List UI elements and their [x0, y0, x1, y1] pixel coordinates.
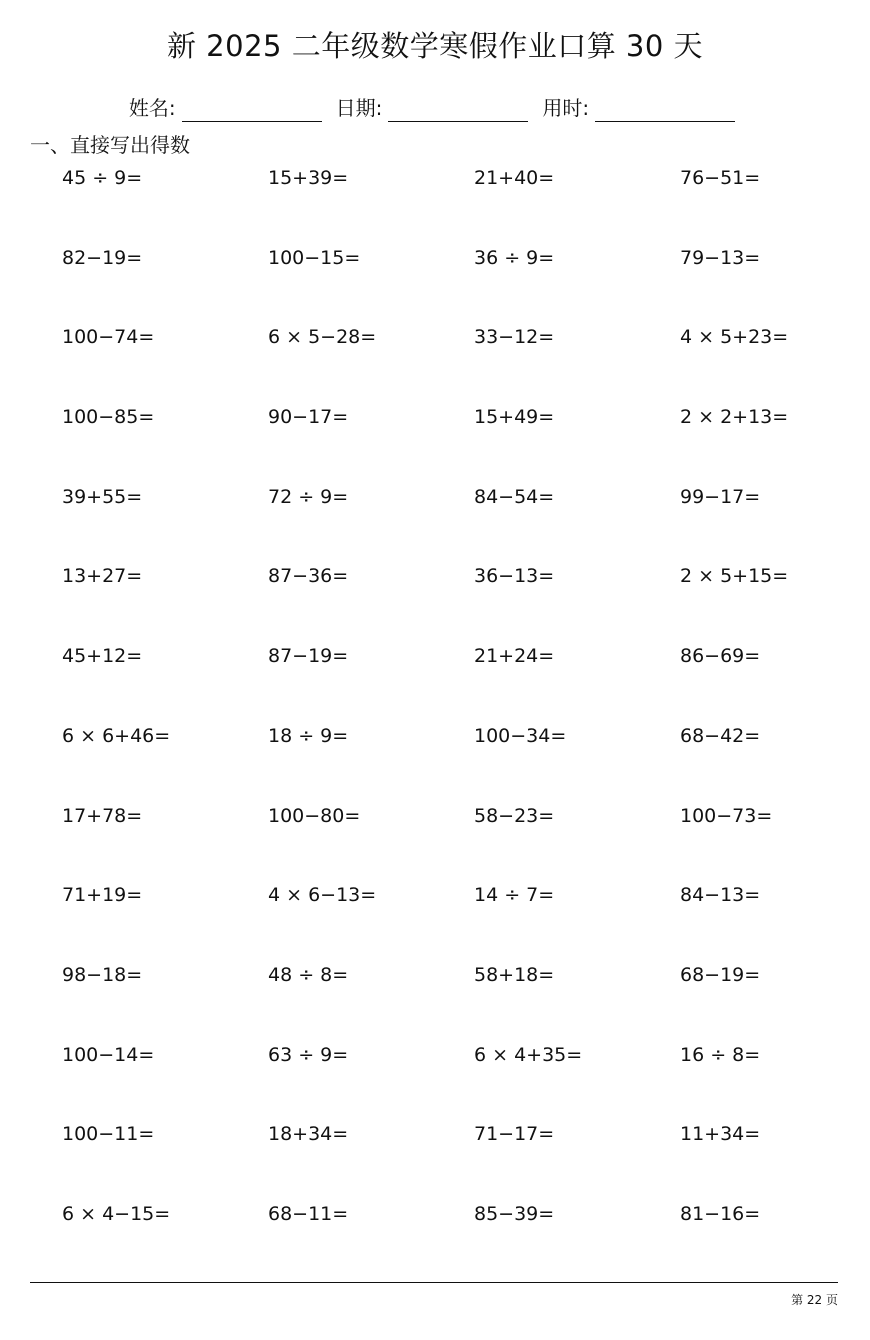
- time-field: [542, 94, 741, 122]
- math-problem: 58+18=: [474, 963, 555, 986]
- time-blank: [595, 99, 735, 122]
- math-problem: 4 × 5+23=: [680, 326, 789, 349]
- footer-divider: [30, 1282, 838, 1283]
- math-problem: 18 ÷ 9=: [268, 724, 349, 747]
- math-problem: 79−13=: [680, 246, 761, 269]
- math-problem: 81−16=: [680, 1202, 761, 1225]
- math-problem: 18+34=: [268, 1123, 349, 1146]
- math-problem: 100−11=: [62, 1123, 155, 1146]
- math-problem: 68−19=: [680, 963, 761, 986]
- math-problem: 6 × 6+46=: [62, 724, 171, 747]
- math-problem: 100−14=: [62, 1043, 155, 1066]
- math-problem: 72 ÷ 9=: [268, 485, 349, 508]
- name-field: [129, 94, 328, 122]
- page-title: 新 2025 二年级数学寒假作业口算 30 天: [166, 29, 704, 63]
- math-problem: 87−36=: [268, 565, 349, 588]
- date-blank: [388, 99, 528, 122]
- math-problem: 13+27=: [62, 565, 143, 588]
- math-problem: 36−13=: [474, 565, 555, 588]
- math-problem: 71−17=: [474, 1123, 555, 1146]
- name-label: 姓名:: [128, 96, 176, 120]
- math-problem: 100−73=: [680, 804, 773, 827]
- section-heading: 一、直接写出得数: [30, 133, 190, 157]
- math-problem: 82−19=: [62, 246, 143, 269]
- math-problem: 4 × 6−13=: [268, 884, 377, 907]
- math-problem: 6 × 4−15=: [62, 1202, 171, 1225]
- math-problem: 39+55=: [62, 485, 143, 508]
- math-problem: 45+12=: [62, 645, 143, 668]
- math-problem: 68−11=: [268, 1202, 349, 1225]
- math-problem: 84−13=: [680, 884, 761, 907]
- math-problem: 71+19=: [62, 884, 143, 907]
- math-problem: 15+39=: [268, 167, 349, 189]
- math-problem: 11+34=: [680, 1123, 761, 1146]
- math-problem: 100−80=: [268, 804, 361, 827]
- math-problem: 63 ÷ 9=: [268, 1043, 349, 1066]
- math-problem: 86−69=: [680, 645, 761, 668]
- math-problem: 58−23=: [474, 804, 555, 827]
- name-blank: [182, 99, 322, 122]
- math-problem: 100−74=: [62, 326, 155, 349]
- math-problem: 76−51=: [680, 167, 761, 189]
- math-problem: 17+78=: [62, 804, 143, 827]
- math-problem: 100−15=: [268, 246, 361, 269]
- math-problem: 2 × 2+13=: [680, 406, 789, 429]
- problem-grid: [62, 164, 852, 1280]
- date-field: [336, 94, 535, 122]
- math-problem: 6 × 5−28=: [268, 326, 377, 349]
- math-problem: 21+24=: [474, 645, 555, 668]
- math-problem: 16 ÷ 8=: [680, 1043, 761, 1066]
- math-problem: 84−54=: [474, 485, 555, 508]
- math-problem: 85−39=: [474, 1202, 555, 1225]
- math-problem: 45 ÷ 9=: [62, 167, 143, 189]
- math-problem: 68−42=: [680, 724, 761, 747]
- math-problem: 14 ÷ 7=: [474, 884, 555, 907]
- math-problem: 21+40=: [474, 167, 555, 189]
- math-problem: 6 × 4+35=: [474, 1043, 583, 1066]
- time-label: 用时:: [542, 96, 590, 120]
- math-problem: 36 ÷ 9=: [474, 246, 555, 269]
- date-label: 日期:: [335, 96, 383, 120]
- math-problem: 48 ÷ 8=: [268, 963, 349, 986]
- math-problem: 33−12=: [474, 326, 555, 349]
- math-problem: 87−19=: [268, 645, 349, 668]
- math-problem: 100−34=: [474, 724, 567, 747]
- page-number: 第 22 页: [791, 1293, 838, 1307]
- math-problem: 100−85=: [62, 406, 155, 429]
- math-problem: 90−17=: [268, 406, 349, 429]
- student-info-row: [0, 94, 870, 122]
- math-problem: 99−17=: [680, 485, 761, 508]
- math-problem: 2 × 5+15=: [680, 565, 789, 588]
- math-problem: 98−18=: [62, 963, 143, 986]
- math-problem: 15+49=: [474, 406, 555, 429]
